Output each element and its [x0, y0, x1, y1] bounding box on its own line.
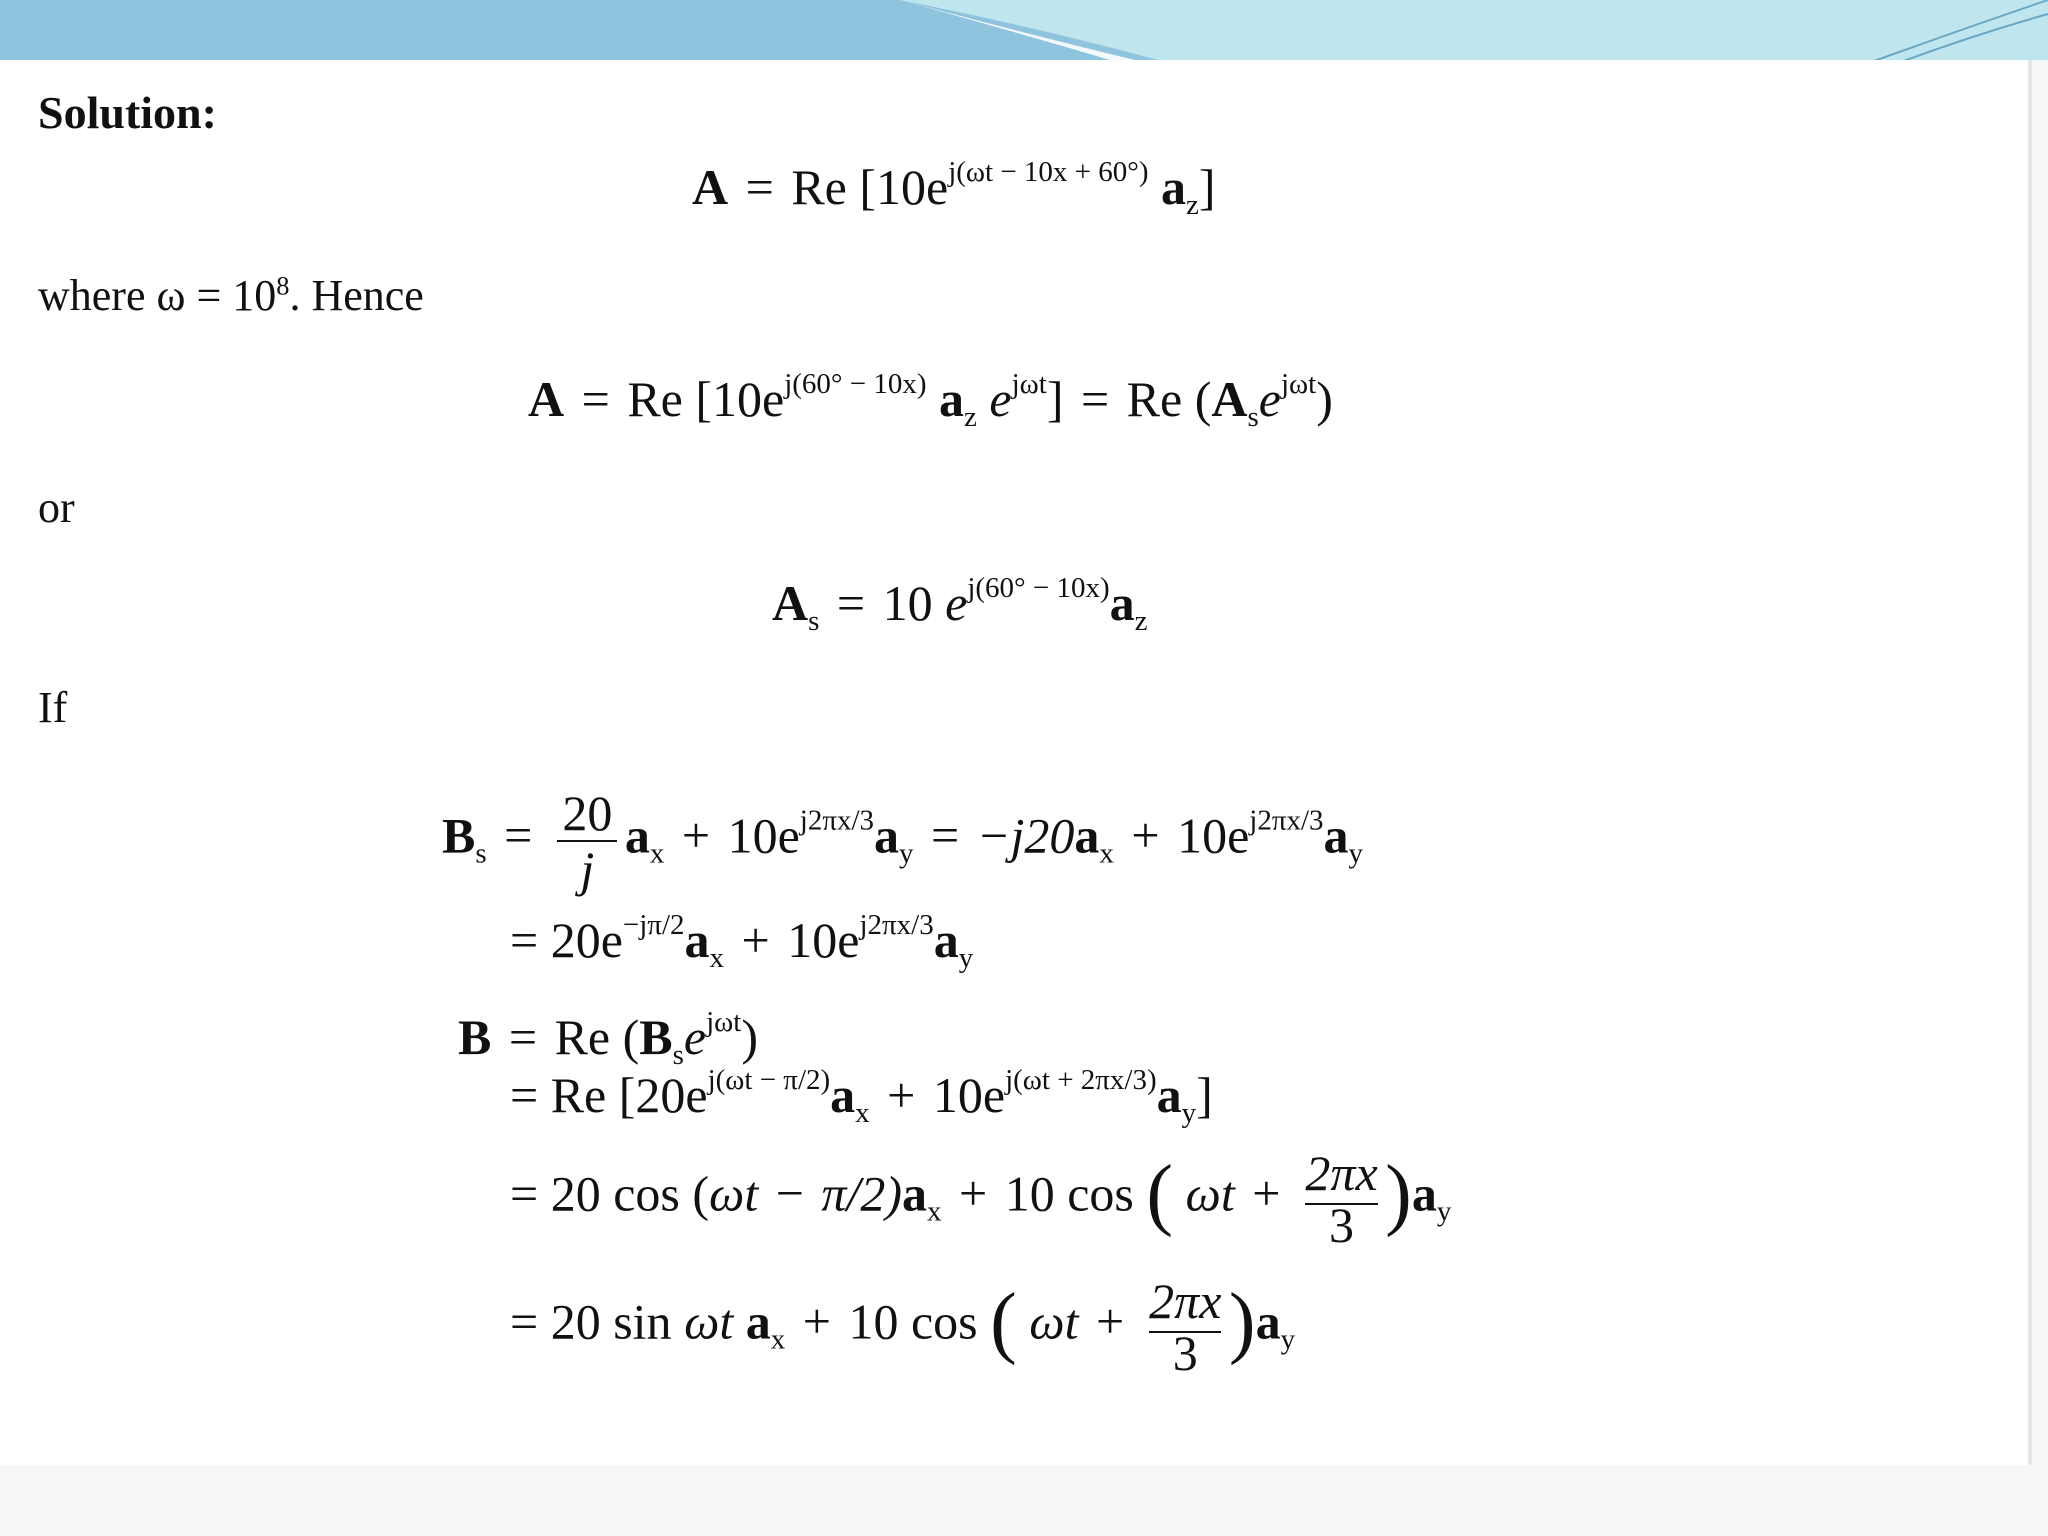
or-text: or: [38, 483, 75, 532]
subscript: x: [855, 1097, 870, 1130]
operator: =: [931, 807, 960, 864]
operator: =: [581, 371, 610, 427]
symbol: B: [639, 1009, 673, 1065]
term: 20 cos (: [550, 1165, 710, 1222]
operator: +: [887, 1067, 916, 1123]
exponent: j2πx/3: [859, 908, 934, 941]
unit-vector: a: [933, 912, 959, 968]
operator: +: [681, 807, 711, 864]
equation-a-phasor-form: [528, 367, 1333, 434]
left-paren: (: [1146, 1150, 1174, 1239]
bracket: ]: [1198, 159, 1216, 215]
unit-vector: a: [1255, 1293, 1281, 1350]
equation-a-real-part: [692, 155, 1216, 222]
exponent: jωt: [1011, 367, 1047, 400]
exponent: j(60° − 10x): [784, 367, 927, 400]
subscript: y: [899, 837, 914, 870]
exponent: j(ωt + 2πx/3): [1005, 1063, 1157, 1096]
fraction: [1149, 1273, 1222, 1381]
exponent: j2πx/3: [1249, 804, 1324, 837]
term: 20 sin: [550, 1293, 672, 1350]
numerator: 2πx: [1149, 1273, 1221, 1333]
term: −j20: [976, 807, 1075, 864]
term: Re [10e: [791, 159, 949, 215]
exponent: −jπ/2: [622, 908, 685, 941]
unit-vector: a: [1411, 1165, 1437, 1222]
operator: =: [836, 575, 866, 631]
operator: +: [802, 1293, 831, 1350]
unit-vector: a: [624, 807, 650, 864]
term: 10e: [787, 912, 860, 968]
operator: =: [510, 1067, 539, 1123]
subscript: y: [1348, 837, 1364, 870]
unit-vector: a: [830, 1067, 856, 1123]
operator: =: [504, 807, 533, 864]
unit-vector: a: [1323, 807, 1349, 864]
operator: =: [510, 912, 539, 968]
fraction: [557, 785, 617, 897]
term: π/2): [821, 1165, 903, 1222]
operator: =: [510, 1165, 539, 1222]
exp-base: e: [683, 1009, 707, 1065]
operator: =: [1080, 371, 1110, 427]
term: Re (: [1126, 371, 1212, 427]
exponent: jωt: [706, 1005, 742, 1038]
symbol: A: [1211, 371, 1248, 427]
term: Re [20e: [550, 1067, 708, 1123]
omega-t: ωt: [684, 1293, 734, 1350]
subscript: y: [958, 942, 974, 975]
bracket: ]: [1046, 371, 1064, 427]
where-exponent: 8: [276, 270, 290, 301]
term: 20e: [550, 912, 623, 968]
equation-bs-continued: [510, 908, 974, 975]
equation-bs: [442, 785, 1364, 897]
subscript: s: [808, 605, 820, 638]
term: 10: [882, 575, 933, 631]
denominator: 3: [1172, 1325, 1198, 1381]
bracket: ): [741, 1009, 758, 1065]
exponent: j(ωt − 10x + 60°): [948, 155, 1149, 188]
subscript: y: [1436, 1195, 1452, 1228]
exponent: j2πx/3: [799, 804, 875, 837]
symbol: A: [772, 575, 809, 631]
unit-vector: a: [874, 807, 900, 864]
solution-heading: Solution:: [38, 87, 217, 138]
operator: +: [1131, 807, 1160, 864]
term: Re (: [554, 1009, 640, 1065]
omega-t: ωt: [1185, 1165, 1235, 1222]
symbol: A: [528, 371, 565, 427]
if-text: If: [38, 683, 68, 732]
subscript: s: [475, 837, 487, 870]
omega-t: ωt: [1029, 1293, 1079, 1350]
term: 10 cos: [848, 1293, 978, 1350]
bracket: ]: [1196, 1067, 1213, 1123]
right-paren: ): [1228, 1278, 1256, 1367]
subscript: x: [927, 1195, 942, 1228]
right-paren: ): [1385, 1150, 1412, 1239]
unit-vector: a: [684, 912, 710, 968]
equation-b-sin-form: [510, 1273, 1296, 1381]
term: 10e: [932, 1067, 1006, 1123]
exp-base: e: [1258, 371, 1281, 427]
exp-base: e: [989, 371, 1012, 427]
exp-base: e: [945, 575, 968, 631]
where-text: where ω = 10: [38, 271, 277, 320]
unit-vector: a: [1109, 575, 1135, 631]
bracket: ): [1316, 371, 1333, 427]
symbol: B: [442, 807, 476, 864]
operator: +: [959, 1165, 988, 1222]
operator: +: [1252, 1165, 1281, 1222]
exponent: jωt: [1280, 367, 1317, 400]
symbol: A: [692, 159, 729, 215]
fraction: [1305, 1145, 1378, 1253]
subscript: z: [1134, 605, 1148, 638]
subscript: x: [1099, 837, 1114, 870]
unit-vector: a: [1074, 807, 1100, 864]
exponent: j(60° − 10x): [967, 571, 1110, 604]
unit-vector: a: [902, 1165, 928, 1222]
term: Re [10e: [627, 371, 785, 427]
term: 10 cos: [1004, 1165, 1134, 1222]
numerator: 20: [557, 788, 617, 842]
unit-vector: a: [1161, 159, 1187, 215]
unit-vector: a: [1156, 1067, 1182, 1123]
operator: +: [1095, 1293, 1125, 1350]
exponent: j(ωt − π/2): [707, 1063, 831, 1096]
where-omega-text: [38, 270, 424, 321]
operator: +: [741, 912, 770, 968]
operator: =: [510, 1293, 539, 1350]
subscript: s: [1247, 401, 1259, 434]
denominator: 3: [1329, 1197, 1355, 1253]
denominator: j: [580, 841, 595, 897]
equation-b-cos-form: [510, 1145, 1452, 1253]
equation-b-expanded: [510, 1063, 1213, 1130]
subscript: s: [672, 1039, 684, 1072]
subscript: x: [649, 837, 665, 870]
subscript: z: [964, 401, 977, 434]
symbol: B: [458, 1009, 492, 1065]
term: 10e: [727, 807, 800, 864]
operator: −: [775, 1165, 804, 1222]
subscript: x: [770, 1323, 786, 1356]
left-paren: (: [990, 1278, 1017, 1367]
term: 10e: [1177, 807, 1250, 864]
subscript: y: [1181, 1097, 1197, 1130]
omega-t: ωt: [709, 1165, 759, 1222]
operator: =: [508, 1009, 538, 1065]
operator: =: [745, 159, 774, 215]
subscript: y: [1280, 1323, 1296, 1356]
unit-vector: a: [745, 1293, 771, 1350]
numerator: 2πx: [1305, 1145, 1377, 1205]
unit-vector: a: [939, 371, 965, 427]
subscript: x: [709, 942, 725, 975]
equation-as-phasor: [772, 571, 1148, 638]
hence-text: . Hence: [289, 271, 424, 320]
subscript: z: [1186, 189, 1199, 222]
equation-b-real-part: [458, 1005, 758, 1072]
